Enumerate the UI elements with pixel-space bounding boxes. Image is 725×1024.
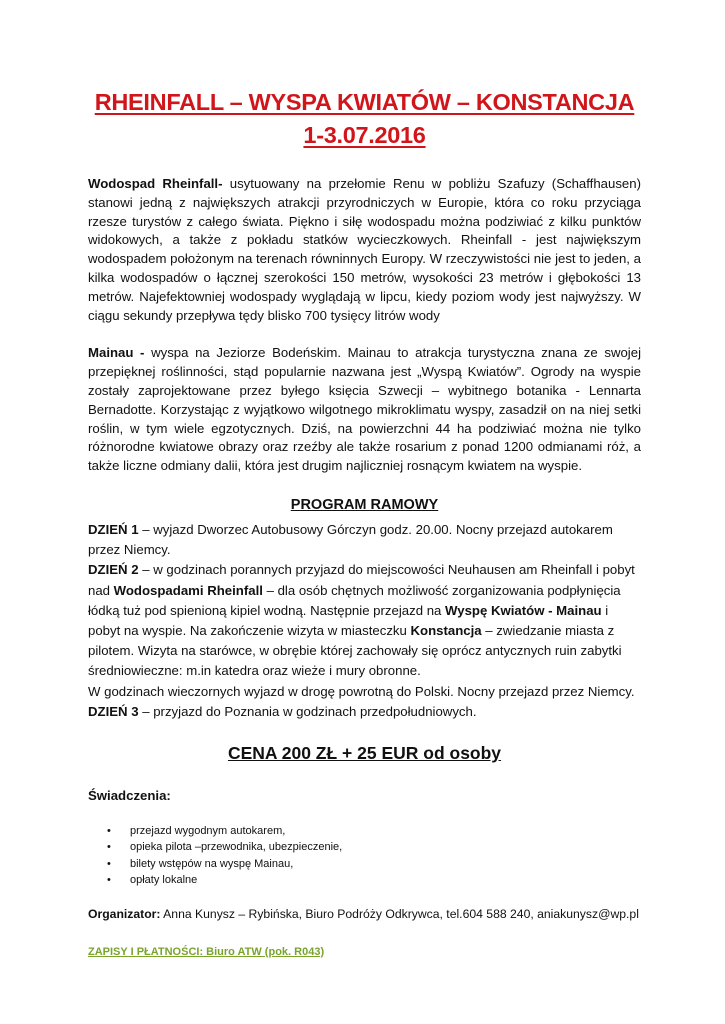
service-text: opłaty lokalne (130, 874, 198, 887)
signup-link[interactable]: ZAPISY I PŁATNOŚCI: Biuro ATW (pok. R043) (88, 945, 325, 958)
day-1-text: – wyjazd Dworzec Autobusowy Górczyn godz. 20.00. Nocny przejazd autokarem przez Niemcy. (88, 521, 613, 558)
title-line-1: RHEINFALL – WYSPA KWIATÓW – KONSTANCJA (94, 89, 635, 115)
program-heading: PROGRAM RAMOWY (290, 496, 439, 513)
mainau-paragraph (88, 344, 641, 476)
page-title (88, 86, 641, 152)
mainau-text: wyspa na Jeziorze Bodeńskim. Mainau to atrakcja turystyczna znana ze swojej przepięknej roślinności, stąd popularnie nazwana jest „Wyspą Kwiatów”. Ogrody na wyspie zostały zaprojektowane przez byłego księcia Szwecji – wybitnego botanika - Lennarta Bernadotte. Korzystając z wyjątkowo wilgotnego mikroklimatu wyspy, zasadził on na niej setki roślin, w tym wiele egzotycznych. Dziś, na powierzchni 44 ha podziwiać można nie tylko różnorodne kwiatowe obrazy oraz rzeźby ale także rosarium z ponad 1200 odmianami róż, a także liczne odmiany dalii, która jest drugim najliczniej rosnącym kwiatem na wyspie. (88, 345, 642, 474)
bullet-icon: • (107, 874, 111, 887)
day-2-text-a: – w godzinach porannych przyjazd do miejscowości Neuhausen am Rheinfall i pobyt nad (88, 562, 635, 598)
list-item (88, 872, 641, 888)
rheinfall-label: Wodospad Rheinfall- (88, 176, 223, 191)
bullet-icon: • (107, 857, 111, 870)
organizer-text: Anna Kunysz – Rybińska, Biuro Podróży Odkrywca, tel.604 588 240, aniakunysz@wp.pl (160, 906, 639, 921)
list-item (88, 839, 641, 855)
program-day-3 (88, 702, 641, 722)
services-list (88, 823, 641, 889)
day-2-bold-mainau: Wyspę Kwiatów - Mainau (445, 602, 602, 618)
service-text: przejazd wygodnym autokarem, (130, 824, 286, 837)
document-page (88, 86, 641, 958)
mainau-label: Mainau - (88, 345, 145, 361)
day-2-bold-konstancja: Konstancja (410, 622, 482, 638)
day-1-label: DZIEŃ 1 (88, 521, 139, 537)
bullet-icon: • (107, 841, 111, 854)
services-heading: Świadczenia: (88, 787, 171, 803)
rheinfall-text: usytuowany na przełomie Renu w pobliżu Szafuzy (Schaffhausen) stanowi jedną z największych atrakcji przyrodniczych w Europie, która co roku przyciąga rzesze turystów z całego świata. Piękno i siłę wodospadu można podziwiać z kilku punktów widokowych, a także z pokładu statków wycieczkowych. Rheinfall - jest największym wodospadem położonym na terenach równinnych Europy. W rzeczywistości nie jest to jeden, a kilka wodospadów o łącznej szerokości 150 metrów, wysokości 23 metrów i głębokości 13 metrów. Najefektowniej wodospady wyglądają w lipcu, kiedy poziom wody jest najwyższy. W ciągu sekundy przepływa tędy blisko 700 tysięcy litrów wody (88, 176, 641, 323)
program-day-2 (88, 560, 641, 681)
rheinfall-paragraph (88, 175, 641, 325)
organizer-line (88, 905, 641, 923)
organizer-label: Organizator: (88, 906, 161, 921)
program-evening: W godzinach wieczornych wyjazd w drogę powrotną do Polski. Nocny przejazd przez Niemcy. (88, 683, 635, 699)
service-text: opieka pilota –przewodnika, ubezpieczenie, (130, 841, 343, 854)
price-heading: CENA 200 ZŁ + 25 EUR od osoby (227, 742, 502, 763)
title-date: 1-3.07.2016 (303, 122, 426, 148)
day-2-text-d: – zwiedzanie miasta z pilotem. Wizyta na starówce, w obrębie której zachowały się oprócz antycznych ruin zabytki średniowieczne: m.in katedra oraz wieże i mury obronne. (88, 622, 622, 679)
day-3-text: – przyjazd do Poznania w godzinach przedpołudniowych. (138, 703, 477, 719)
day-3-label: DZIEŃ 3 (88, 703, 139, 719)
service-text: bilety wstępów na wyspę Mainau, (130, 857, 294, 870)
list-item (88, 856, 641, 872)
day-2-label: DZIEŃ 2 (88, 562, 139, 578)
day-2-text-c: i pobyt na wyspie. Na zakończenie wizyta w miasteczku (88, 602, 609, 638)
bullet-icon: • (107, 824, 111, 837)
program-day-1 (88, 520, 641, 560)
list-item (88, 823, 641, 839)
day-2-bold-waterfalls: Wodospadami Rheinfall (113, 582, 263, 598)
day-2-text-b: – dla osób chętnych możliwość zorganizowania podpłynięcia łódką tuż pod spienioną kipiel wodną. Następnie przejazd na (88, 582, 621, 618)
